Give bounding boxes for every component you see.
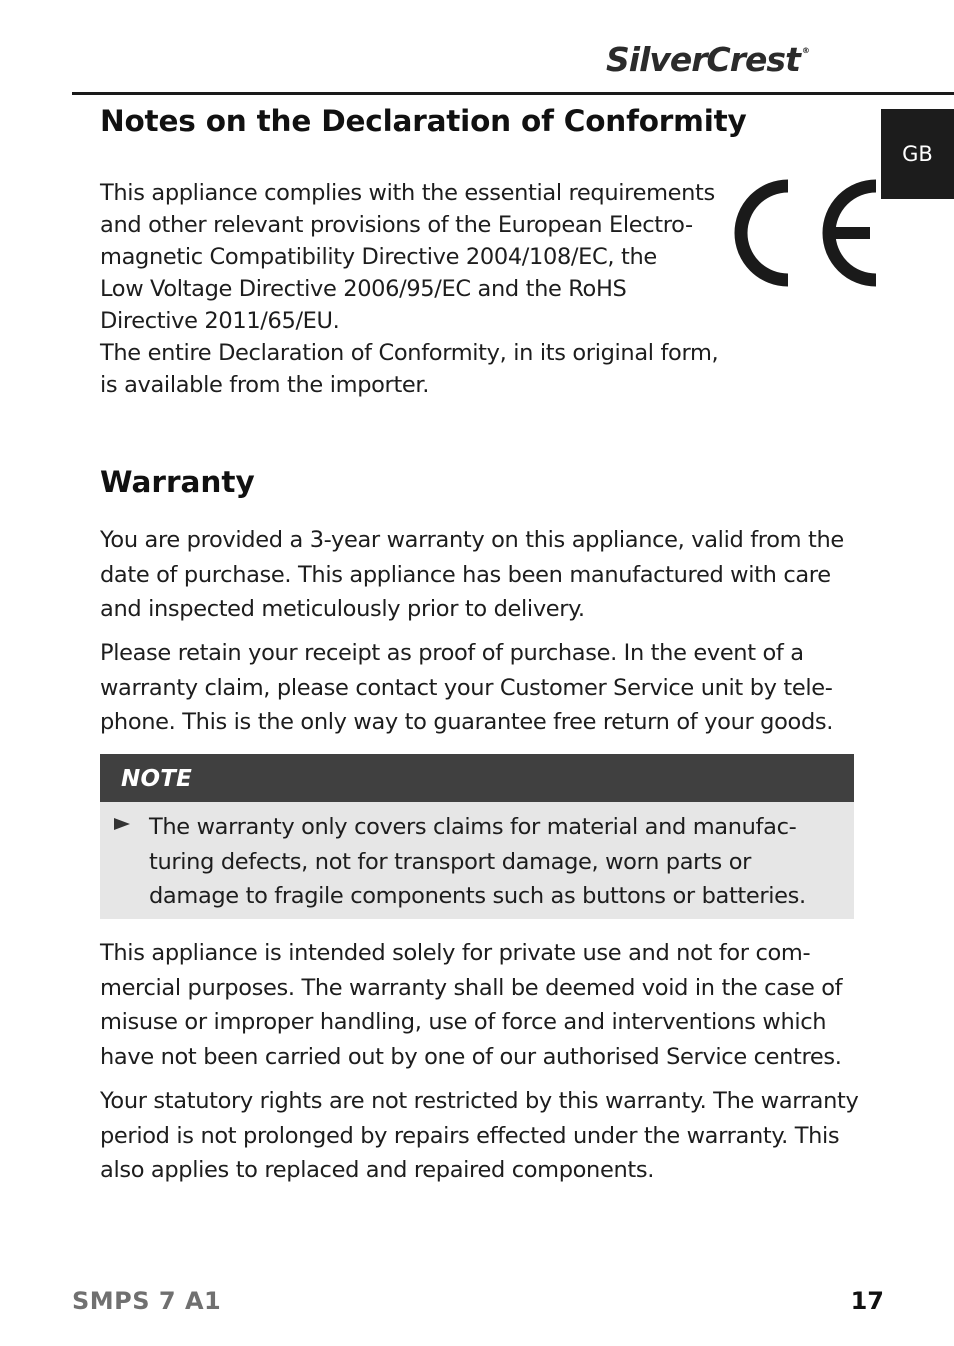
registered-mark: ® <box>801 46 809 55</box>
text-line: You are provided a 3-year warranty on this appliance, valid from the <box>100 527 844 553</box>
note-text <box>149 810 806 914</box>
text-line: period is not prolonged by repairs effected under the warranty. This <box>100 1122 840 1149</box>
text-line: misuse or improper handling, use of force and interventions which <box>100 1009 827 1035</box>
warranty-paragraph-2 <box>100 636 870 740</box>
text-line: Your statutory rights are not restricted by this warranty. The warranty <box>100 1088 859 1114</box>
text-line: This appliance is intended solely for private use and not for com- <box>100 940 811 966</box>
conformity-heading: Notes on the Declaration of Conformity <box>100 104 747 138</box>
footer-model-number: SMPS 7 A1 <box>72 1287 222 1315</box>
bullet-arrow-icon <box>114 818 130 830</box>
text-line: turing defects, not for transport damage, worn parts or <box>149 848 752 875</box>
warranty-paragraph-3 <box>100 936 870 1074</box>
warranty-paragraph-4 <box>100 1084 870 1188</box>
conformity-line: Directive 2011/65/EU. <box>100 308 340 334</box>
ce-mark-icon <box>724 178 879 288</box>
conformity-line: and other relevant provisions of the European Electro- <box>100 212 693 238</box>
text-line: warranty claim, please contact your Customer Service unit by tele- <box>100 674 833 701</box>
text-line: phone. This is the only way to guarantee free return of your goods. <box>100 709 834 735</box>
conformity-line: Low Voltage Directive 2006/95/EC and the RoHS <box>100 276 627 302</box>
note-box <box>100 754 854 919</box>
text-line: The warranty only covers claims for material and manufac- <box>149 814 797 840</box>
conformity-line: magnetic Compatibility Directive 2004/108/EC, the <box>100 244 657 270</box>
text-line: have not been carried out by one of our authorised Service centres. <box>100 1043 842 1070</box>
warranty-heading: Warranty <box>100 465 255 499</box>
text-line: Please retain your receipt as proof of purchase. In the event of a <box>100 640 804 666</box>
language-tab: GB <box>881 109 954 199</box>
text-line: damage to fragile components such as buttons or batteries. <box>149 883 806 909</box>
brand-logo <box>606 40 866 79</box>
text-line: date of purchase. This appliance has been manufactured with care <box>100 561 831 588</box>
conformity-line: The entire Declaration of Conformity, in its original form, <box>100 340 719 366</box>
conformity-line: This appliance complies with the essential requirements <box>100 180 715 206</box>
warranty-paragraph-1 <box>100 523 870 627</box>
header-rule <box>72 92 954 95</box>
brand-name: SilverCrest <box>606 40 800 79</box>
page-number: 17 <box>850 1287 884 1315</box>
note-label: NOTE <box>100 754 854 802</box>
text-line: and inspected meticulously prior to delivery. <box>100 596 585 622</box>
text-line: also applies to replaced and repaired components. <box>100 1157 655 1183</box>
text-line: mercial purposes. The warranty shall be deemed void in the case of <box>100 974 843 1001</box>
conformity-text <box>100 177 730 401</box>
conformity-line: is available from the importer. <box>100 372 430 398</box>
